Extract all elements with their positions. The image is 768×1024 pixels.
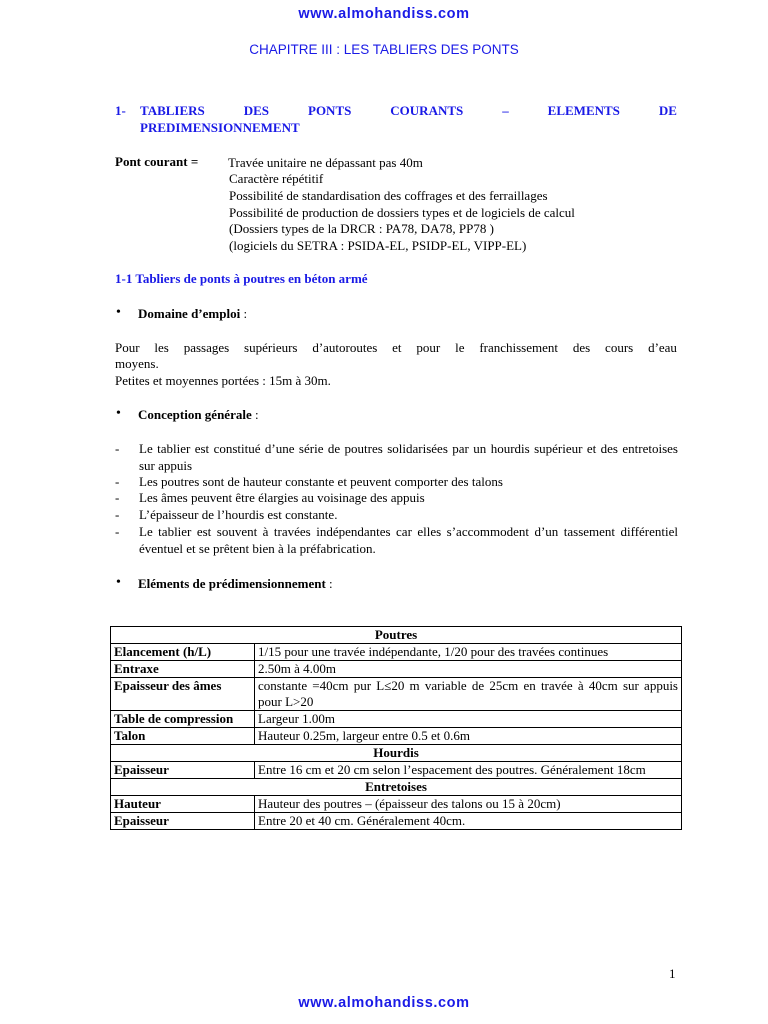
bullet-icon: • [116, 305, 121, 320]
paragraph-word: supérieurs [244, 340, 298, 355]
domaine-paragraph-line2: moyens. [115, 356, 159, 371]
table-row [111, 644, 682, 661]
table-row [111, 661, 682, 678]
dash-marker: - [115, 507, 120, 522]
table-row [111, 813, 682, 830]
table-row [111, 796, 682, 813]
domaine-heading [138, 306, 247, 322]
paragraph-word: Pour [115, 340, 140, 355]
list-item [115, 441, 680, 475]
conception-heading-colon: : [251, 407, 259, 422]
table-value: 2.50m à 4.00m [255, 661, 682, 678]
table-section-row [111, 627, 682, 644]
elements-heading [138, 576, 333, 592]
list-item [115, 524, 680, 558]
paragraph-word: passages [183, 340, 230, 355]
list-item-text: Le tablier est souvent à travées indépendantes car elles s’accommodent d’un tassement différentiel éventuel et se prêtent bien à la préfabrication. [139, 524, 678, 556]
section-number: 1- [115, 103, 126, 118]
bullet-icon: • [116, 406, 121, 421]
domaine-paragraph-line1 [115, 340, 677, 356]
table-value: 1/15 pour une travée indépendante, 1/20 pour des travées continues [255, 644, 682, 661]
section-title-line1 [140, 103, 677, 119]
section-title-word: TABLIERS [140, 103, 205, 118]
section-title-word: DES [243, 103, 270, 118]
domaine-heading-colon: : [240, 306, 248, 321]
section-title-word: COURANTS [390, 103, 464, 118]
list-item [115, 490, 680, 507]
table-key: Epaisseur [111, 762, 255, 779]
list-item-text: Le tablier est constitué d’une série de poutres solidarisées par un hourdis supérieur et des entretoises sur appuis [139, 441, 678, 473]
table-row [111, 711, 682, 728]
page-number: 1 [669, 966, 676, 981]
elements-heading-colon: : [325, 576, 333, 591]
paragraph-word: et [392, 340, 402, 355]
table-key: Hauteur [111, 796, 255, 813]
table-value: Largeur 1.00m [255, 711, 682, 728]
table-key: Table de compression [111, 711, 255, 728]
pont-courant-label: Pont courant = [115, 154, 199, 169]
paragraph-word: le [455, 340, 465, 355]
section-header-poutres: Poutres [111, 627, 682, 644]
elements-heading-text: Eléments de prédimensionnement [138, 576, 326, 591]
table-row [111, 728, 682, 745]
table-value: Entre 20 et 40 cm. Généralement 40cm. [255, 813, 682, 830]
list-item [115, 474, 680, 491]
paragraph-word: d’autoroutes [312, 340, 378, 355]
dash-marker: - [115, 490, 120, 505]
pont-courant-line: (Dossiers types de la DRCR : PA78, DA78, PP78 ) [229, 221, 494, 236]
paragraph-word: des [572, 340, 591, 355]
section-title-word: – [502, 103, 509, 118]
paragraph-word: d’eau [648, 340, 677, 355]
list-item-text: Les poutres sont de hauteur constante et peuvent comporter des talons [139, 474, 503, 489]
subsection-title: 1-1 Tabliers de ponts à poutres en béton armé [115, 271, 368, 286]
conception-heading [138, 407, 259, 423]
table-value: constante =40cm pur L≤20 m variable de 25cm en travée à 40cm sur appuis pour L>20 [255, 678, 682, 711]
paragraph-word: cours [605, 340, 634, 355]
dash-marker: - [115, 441, 120, 456]
table-key: Talon [111, 728, 255, 745]
list-item-text: L’épaisseur de l’hourdis est constante. [139, 507, 338, 522]
conception-heading-text: Conception générale [138, 407, 252, 422]
table-row [111, 762, 682, 779]
section-title-line2: PREDIMENSIONNEMENT [140, 120, 300, 135]
table-key: Entraxe [111, 661, 255, 678]
site-link-top[interactable]: www.almohandiss.com [298, 6, 470, 22]
paragraph-word: les [154, 340, 169, 355]
pont-courant-line: Possibilité de standardisation des coffrages et des ferraillages [229, 188, 548, 203]
predimensionnement-table [110, 626, 682, 830]
table-section-row [111, 745, 682, 762]
domaine-heading-text: Domaine d’emploi [138, 306, 241, 321]
table-value: Entre 16 cm et 20 cm selon l’espacement des poutres. Généralement 18cm [255, 762, 682, 779]
section-title-word: DE [658, 103, 677, 118]
chapter-title: CHAPITRE III : LES TABLIERS DES PONTS [249, 42, 519, 57]
paragraph-word: franchissement [479, 340, 559, 355]
dash-marker: - [115, 474, 120, 489]
list-item [115, 507, 680, 524]
section-header-hourdis: Hourdis [111, 745, 682, 762]
table-key: Elancement (h/L) [111, 644, 255, 661]
dash-marker: - [115, 524, 120, 539]
section-title-word: PONTS [308, 103, 352, 118]
bullet-icon: • [116, 575, 121, 590]
pont-courant-line: (logiciels du SETRA : PSIDA-EL, PSIDP-EL, VIPP-EL) [229, 238, 527, 253]
table-key: Epaisseur [111, 813, 255, 830]
pont-courant-line: Caractère répétitif [229, 171, 324, 186]
table-row [111, 678, 682, 711]
table-key: Epaisseur des âmes [111, 678, 255, 711]
pont-courant-line: Travée unitaire ne dépassant pas 40m [228, 155, 423, 170]
pont-courant-line: Possibilité de production de dossiers types et de logiciels de calcul [229, 205, 575, 220]
domaine-paragraph-line3: Petites et moyennes portées : 15m à 30m. [115, 373, 331, 388]
table-section-row [111, 779, 682, 796]
table-value: Hauteur des poutres – (épaisseur des talons ou 15 à 20cm) [255, 796, 682, 813]
section-title-word: ELEMENTS [547, 103, 620, 118]
section-header-entretoises: Entretoises [111, 779, 682, 796]
paragraph-word: pour [416, 340, 441, 355]
list-item-text: Les âmes peuvent être élargies au voisinage des appuis [139, 490, 425, 505]
site-link-bottom[interactable]: www.almohandiss.com [298, 995, 470, 1011]
table-value: Hauteur 0.25m, largeur entre 0.5 et 0.6m [255, 728, 682, 745]
